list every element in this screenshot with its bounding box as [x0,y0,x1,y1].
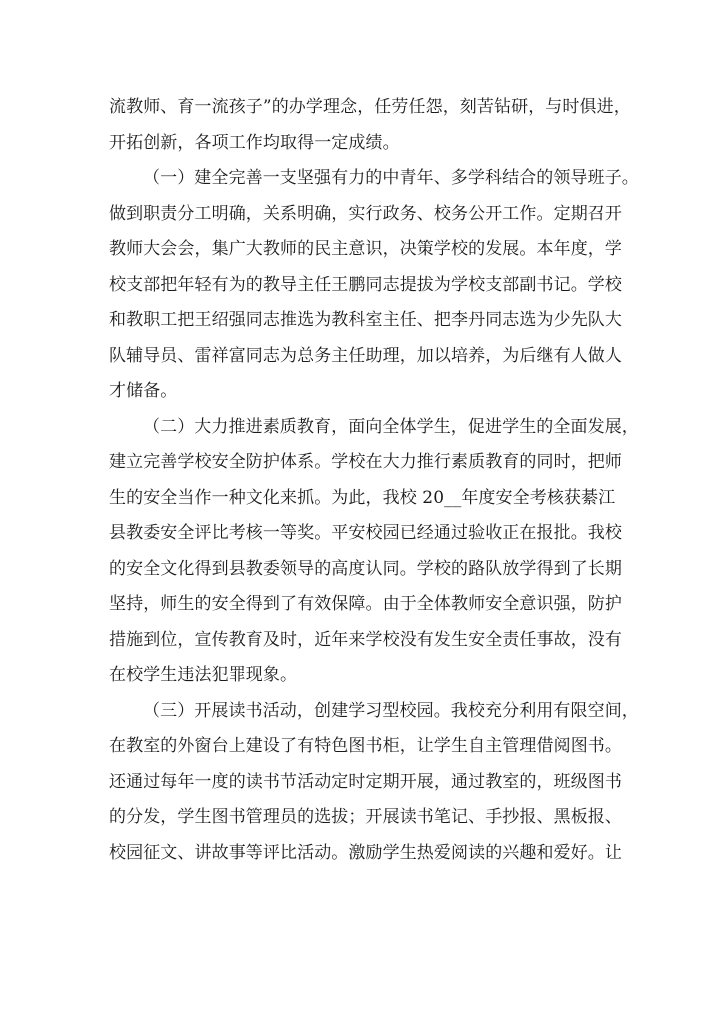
text-line: 建立完善学校安全防护体系。学校在大力推行素质教育的同时，把师 [109,452,622,472]
text-line: 县教委安全评比考核一等奖。平安校园已经通过验收正在报批。我校 [109,523,622,543]
text-line: 还通过每年一度的读书节活动定时定期开展，通过教室的，班级图书 [109,771,622,792]
text-line: （一）建全完善一支坚强有力的中青年、多学科结合的领导班子。 [143,168,639,188]
text-line: 才储备。 [109,381,178,401]
text-line: （二）大力推进素质教育，面向全体学生，促进学生的全面发展， [143,416,639,437]
text-line: 队辅导员、雷祥富同志为总务主任助理，加以培养，为后继有人做人 [109,345,622,366]
paragraph-leadership-team [109,161,639,410]
text-line: 生的安全当作一种文化来抓。为此，我校 20__年度安全考核获綦江 [109,487,616,508]
paragraph-quality-education-safety [109,410,639,694]
text-line: 措施到位，宣传教育及时，近年来学校没有发生安全责任事故，没有 [109,629,622,650]
text-line: 和教职工把王绍强同志推选为教科室主任、把李丹同志选为少先队大 [109,310,622,330]
text-line: 坚持，师生的安全得到了有效保障。由于全体教师安全意识强，防护 [109,594,622,614]
paragraph-intro-continuation [109,90,631,161]
text-line: 流教师、育一流孩子”的办学理念，任劳任怨，刻苦钻研，与时俱进， [109,97,631,117]
text-line: （三）开展读书活动，创建学习型校园。我校充分利用有限空间， [143,700,639,721]
text-line: 的安全文化得到县教委领导的高度认同。学校的路队放学得到了长期 [109,558,622,579]
document-body [109,90,639,871]
text-line: 教师大会会，集广大教师的民主意识，决策学校的发展。本年度，学 [109,239,622,259]
text-line: 的分发，学生图书管理员的选拔；开展读书笔记、手抄报、黑板报、 [109,807,622,827]
text-line: 校支部把年轻有为的教导主任王鹏同志提拔为学校支部副书记。学校 [109,274,622,295]
text-line: 校园征文、讲故事等评比活动。激励学生热爱阅读的兴趣和爱好。让 [109,842,622,863]
text-line: 做到职责分工明确，关系明确，实行政务、校务公开工作。定期召开 [109,203,622,224]
text-line: 开拓创新，各项工作均取得一定成绩。 [109,132,400,153]
paragraph-reading-activities [109,694,639,872]
text-line: 在教室的外窗台上建设了有特色图书柜，让学生自主管理借阅图书。 [109,736,622,756]
text-line: 在校学生违法犯罪现象。 [109,665,298,685]
